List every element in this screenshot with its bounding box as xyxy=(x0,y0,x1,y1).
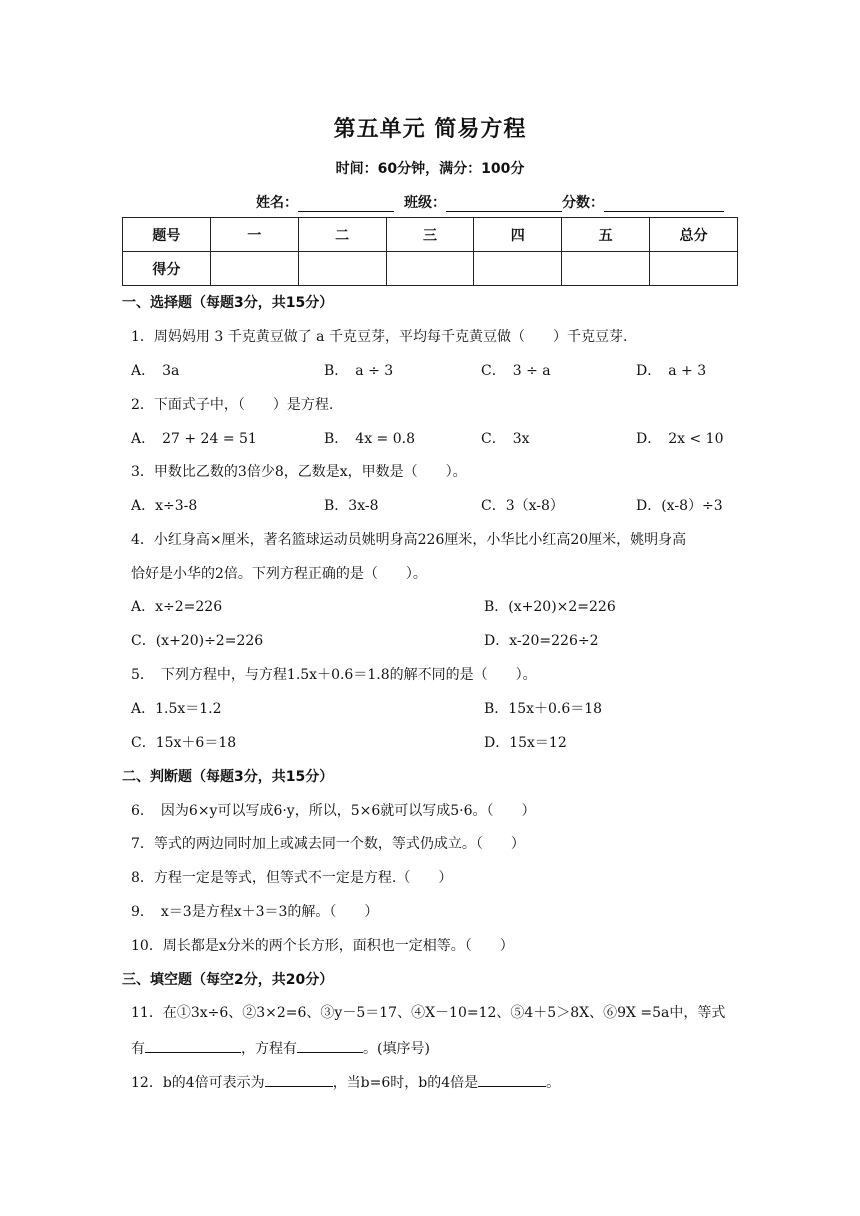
q1-option-d[interactable]: D． a + 3 xyxy=(636,363,707,379)
q12-text-c: 。 xyxy=(546,1075,561,1091)
section-heading-fill: 三、填空题（每空2分，共20分） xyxy=(122,972,334,988)
score-cell-part1: 一 xyxy=(210,218,298,252)
q3-option-c[interactable]: C．3（x-8） xyxy=(481,498,564,514)
class-blank[interactable] xyxy=(446,195,562,212)
question-11-line-1: 11．在①3x÷6、②3×2=6、③y－5＝17、④X－10=12、⑤4＋5＞8X、⑥9X =5a中，等式 xyxy=(131,1005,726,1021)
score-table xyxy=(122,217,738,286)
q11-text-c: 。(填序号) xyxy=(363,1041,430,1057)
score-input-4[interactable] xyxy=(474,252,562,286)
q11-blank-formulas[interactable] xyxy=(297,1037,363,1053)
score-row-label: 得分 xyxy=(123,252,211,286)
question-8: 8．方程一定是等式，但等式不一定是方程.（ ） xyxy=(131,870,453,886)
q1-option-a[interactable]: A． 3a xyxy=(131,363,180,379)
score-cell-part3: 三 xyxy=(386,218,474,252)
question-3: 3．甲数比乙数的3倍少8，乙数是x，甲数是（ ）。 xyxy=(131,464,467,480)
q11-text-b: ，方程有 xyxy=(241,1041,297,1057)
q12-blank-expression[interactable] xyxy=(265,1071,333,1087)
score-cell-part5: 五 xyxy=(562,218,650,252)
question-4-line-1: 4．小红身高×厘米，著名篮球运动员姚明身高226厘米，小华比小红高20厘米，姚明身高 xyxy=(131,532,687,548)
question-4-line-2: 恰好是小华的2倍。下列方程正确的是（ ）。 xyxy=(131,566,427,582)
question-2: 2．下面式子中，（ ）是方程. xyxy=(131,397,334,413)
name-label: 姓名： xyxy=(256,195,298,211)
q11-text-a: 有 xyxy=(131,1041,145,1057)
score-cell-label: 题号 xyxy=(123,218,211,252)
page-title: 第五单元 简易方程 xyxy=(333,117,527,142)
q4-option-a[interactable]: A．x÷2=226 xyxy=(131,599,223,615)
score-table-header-row xyxy=(123,218,738,252)
q3-option-a[interactable]: A．x÷3-8 xyxy=(131,498,198,514)
question-10: 10．周长都是x分米的两个长方形，面积也一定相等。（ ） xyxy=(131,938,514,954)
q5-option-c[interactable]: C．15x＋6＝18 xyxy=(131,735,237,751)
q12-blank-value[interactable] xyxy=(478,1071,546,1087)
q4-option-d[interactable]: D．x-20=226÷2 xyxy=(484,633,599,649)
q2-option-a[interactable]: A． 27 + 24 = 51 xyxy=(131,431,257,447)
q1-option-b[interactable]: B． a ÷ 3 xyxy=(324,363,394,379)
exam-time-info: 时间：60分钟，满分：100分 xyxy=(335,161,525,177)
question-9: 9． x＝3是方程x＋3＝3的解。（ ） xyxy=(131,904,379,920)
name-blank[interactable] xyxy=(298,195,394,212)
score-cell-part2: 二 xyxy=(298,218,386,252)
score-label: 分数： xyxy=(562,195,604,211)
q5-option-b[interactable]: B．15x＋0.6＝18 xyxy=(484,701,603,717)
q5-option-d[interactable]: D．15x＝12 xyxy=(484,735,567,751)
q1-option-c[interactable]: C． 3 ÷ a xyxy=(481,363,551,379)
q4-option-b[interactable]: B．(x+20)×2=226 xyxy=(484,599,616,615)
q4-option-c[interactable]: C．(x+20)÷2=226 xyxy=(131,633,264,649)
score-input-1[interactable] xyxy=(210,252,298,286)
section-heading-judgement: 二、判断题（每题3分，共15分） xyxy=(122,769,334,785)
section-heading-choice: 一、选择题（每题3分，共15分） xyxy=(122,295,334,311)
question-6: 6． 因为6×y可以写成6·y，所以，5×6就可以写成5·6。（ ） xyxy=(131,803,536,819)
q3-option-d[interactable]: D．(x-8）÷3 xyxy=(636,498,723,514)
score-input-5[interactable] xyxy=(562,252,650,286)
score-blank[interactable] xyxy=(604,195,724,212)
q12-text-a: 12．b的4倍可表示为 xyxy=(131,1075,265,1091)
q3-option-b[interactable]: B．3x-8 xyxy=(324,498,379,514)
class-label: 班级： xyxy=(404,195,446,211)
score-cell-total: 总分 xyxy=(650,218,738,252)
score-input-3[interactable] xyxy=(386,252,474,286)
q2-option-b[interactable]: B． 4x = 0.8 xyxy=(324,431,415,447)
student-info-row xyxy=(256,192,724,212)
question-12 xyxy=(131,1071,560,1091)
question-1: 1．周妈妈用 3 千克黄豆做了 a 千克豆芽，平均每千克黄豆做（ ）千克豆芽. xyxy=(131,329,628,345)
score-table-score-row xyxy=(123,252,738,286)
score-input-2[interactable] xyxy=(298,252,386,286)
question-5: 5． 下列方程中，与方程1.5x＋0.6＝1.8的解不同的是（ ）。 xyxy=(131,667,537,683)
score-cell-part4: 四 xyxy=(474,218,562,252)
q11-blank-equations[interactable] xyxy=(145,1037,241,1053)
question-7: 7．等式的两边同时加上或减去同一个数，等式仍成立。（ ） xyxy=(131,836,525,852)
q2-option-c[interactable]: C． 3x xyxy=(481,431,530,447)
q12-text-b: ，当b=6时，b的4倍是 xyxy=(332,1075,479,1091)
score-input-total[interactable] xyxy=(650,252,738,286)
q5-option-a[interactable]: A．1.5x＝1.2 xyxy=(131,701,222,717)
q2-option-d[interactable]: D． 2x < 10 xyxy=(636,431,724,447)
question-11-line-2 xyxy=(131,1037,430,1057)
